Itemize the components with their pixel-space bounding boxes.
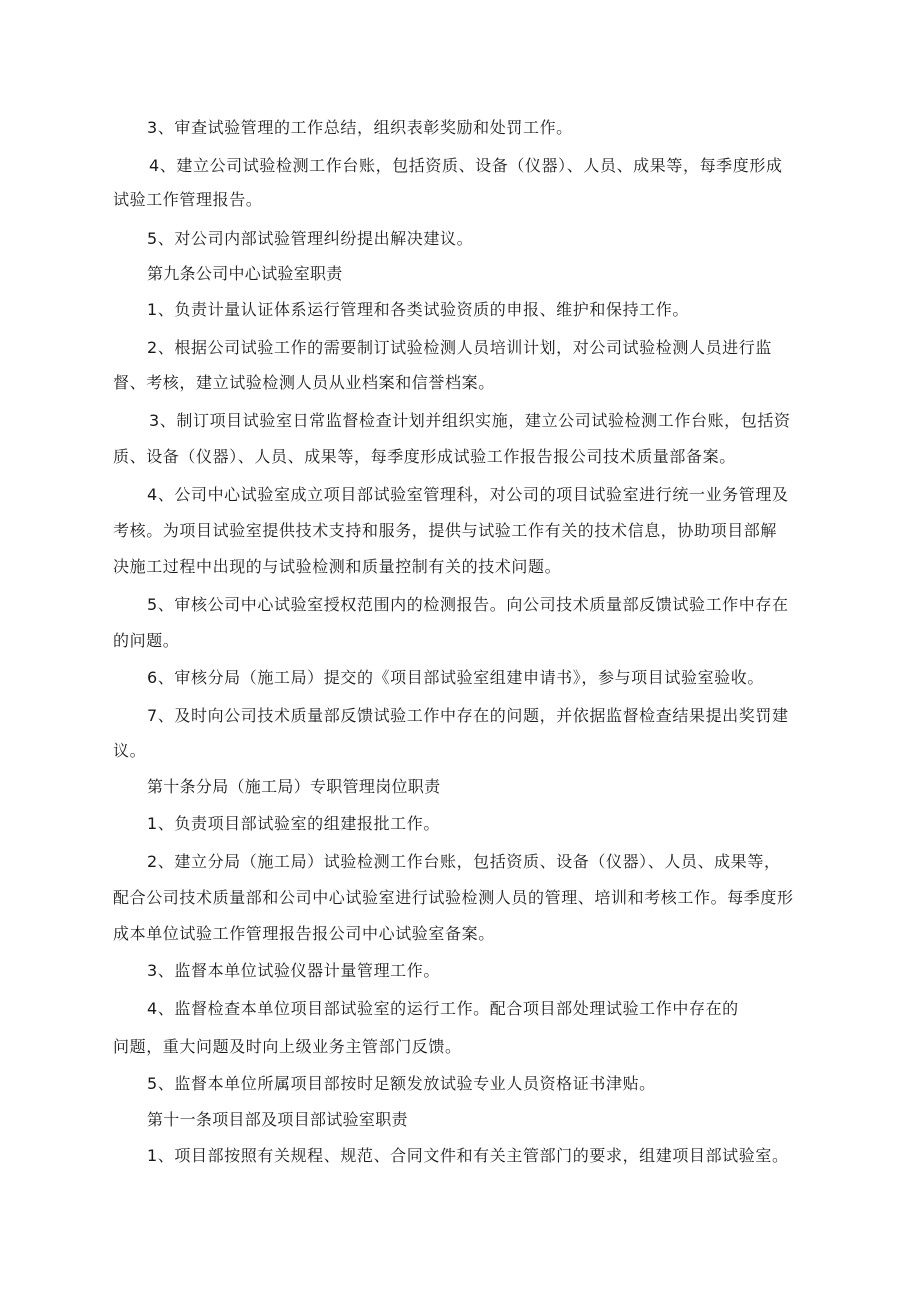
section-heading: 第十一条项目部及项目部试验室职责 — [147, 1110, 408, 1129]
paragraph-line: 考核。为项目试验室提供技术支持和服务，提供与试验工作有关的技术信息，协助项目部解 — [113, 521, 778, 540]
paragraph-line: 2、建立分局（施工局）试验检测工作台账，包括资质、设备（仪器）、人员、成果等， — [147, 852, 781, 871]
paragraph-line: 试验工作管理报告。 — [113, 190, 263, 209]
paragraph-line: 的问题。 — [113, 631, 180, 650]
paragraph-line: 3、监督本单位试验仪器计量管理工作。 — [147, 961, 440, 980]
paragraph-line: 5、审核公司中心试验室授权范围内的检测报告。向公司技术质量部反馈试验工作中存在 — [147, 595, 789, 614]
paragraph-line: 配合公司技术质量部和公司中心试验室进行试验检测人员的管理、培训和考核工作。每季度形 — [113, 888, 794, 907]
paragraph-line: 3、审查试验管理的工作总结，组织表彰奖励和处罚工作。 — [147, 118, 573, 137]
paragraph-line: 质、设备（仪器）、人员、成果等，每季度形成试验工作报告报公司技术质量部备案。 — [113, 447, 736, 466]
paragraph-line: 议。 — [113, 741, 147, 760]
paragraph-line: 决施工过程中出现的与试验检测和质量控制有关的技术问题。 — [113, 557, 562, 576]
paragraph-line: 督、考核，建立试验检测人员从业档案和信誉档案。 — [113, 373, 495, 392]
paragraph-line: 1、负责项目部试验室的组建报批工作。 — [147, 814, 440, 833]
paragraph-line: 4、建立公司试验检测工作台账，包括资质、设备（仪器）、人员、成果等，每季度形成 — [149, 156, 783, 175]
paragraph-line: 1、项目部按照有关规程、规范、合同文件和有关主管部门的要求，组建项目部试验室。 — [147, 1146, 789, 1165]
paragraph-line: 4、监督检查本单位项目部试验室的运行工作。配合项目部处理试验工作中存在的 — [147, 999, 739, 1018]
paragraph-line: 2、根据公司试验工作的需要制订试验检测人员培训计划，对公司试验检测人员进行监 — [147, 338, 772, 357]
paragraph-line: 7、及时向公司技术质量部反馈试验工作中存在的问题，并依据监督检查结果提出奖罚建 — [147, 706, 789, 725]
paragraph-line: 5、对公司内部试验管理纠纷提出解决建议。 — [147, 229, 474, 248]
paragraph-line: 1、负责计量认证体系运行管理和各类试验资质的申报、维护和保持工作。 — [147, 300, 689, 319]
section-heading: 第十条分局（施工局）专职管理岗位职责 — [147, 777, 441, 796]
paragraph-line: 6、审核分局（施工局）提交的《项目部试验室组建申请书》，参与项目试验室验收。 — [147, 668, 764, 687]
paragraph-line: 4、公司中心试验室成立项目部试验室管理科，对公司的项目试验室进行统一业务管理及 — [147, 485, 789, 504]
paragraph-line: 5、监督本单位所属项目部按时足额发放试验专业人员资格证书津贴。 — [147, 1074, 656, 1093]
paragraph-line: 问题，重大问题及时向上级业务主管部门反馈。 — [113, 1037, 462, 1056]
section-heading: 第九条公司中心试验室职责 — [147, 264, 343, 283]
paragraph-line: 3、制订项目试验室日常监督检查计划并组织实施，建立公司试验检测工作台账，包括资 — [149, 411, 791, 430]
paragraph-line: 成本单位试验工作管理报告报公司中心试验室备案。 — [113, 924, 495, 943]
